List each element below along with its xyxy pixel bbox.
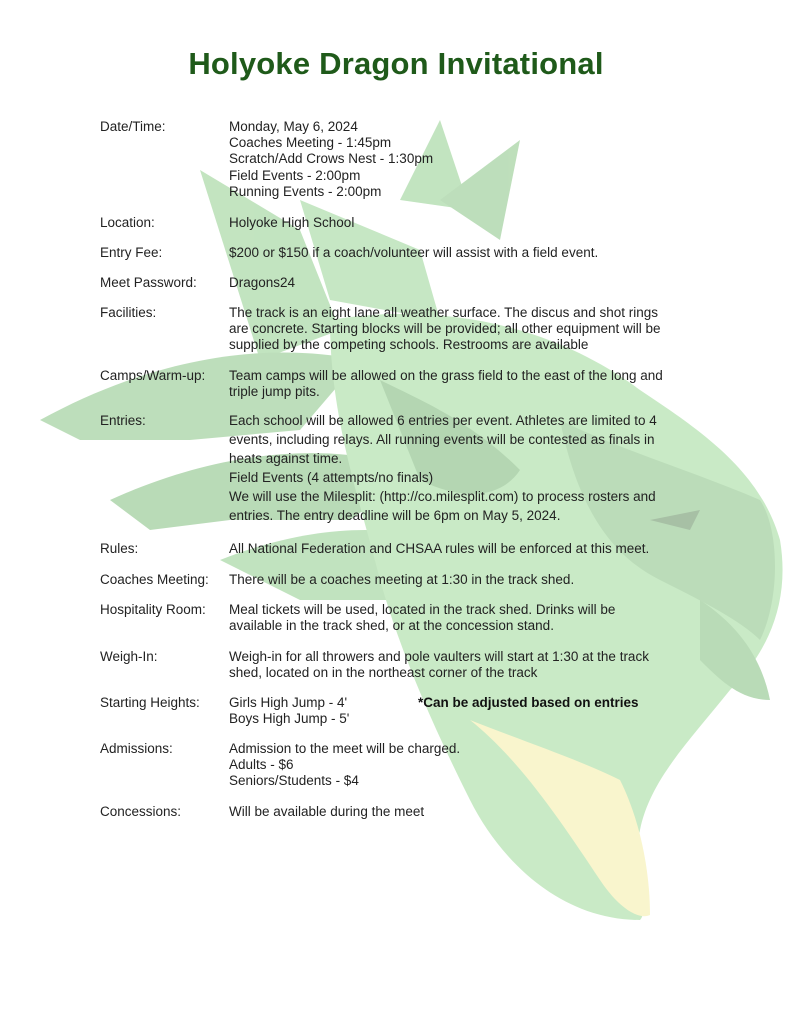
row-value-rules xyxy=(229,541,699,557)
row-label-camps-warm-up: Camps/Warm-up: xyxy=(100,368,206,383)
row-line: Field Events (4 attempts/no finals) xyxy=(229,470,434,485)
row-label-facilities: Facilities: xyxy=(100,305,157,320)
row-label-rules: Rules: xyxy=(100,541,139,556)
row-label-starting-heights: Starting Heights: xyxy=(100,695,200,710)
row-label-date-time: Date/Time: xyxy=(100,119,166,134)
row-line: Field Events - 2:00pm xyxy=(229,167,361,183)
row-value-hospitality-room xyxy=(229,602,699,634)
row-line: are concrete. Starting blocks will be provided; all other equipment will be xyxy=(229,321,661,337)
row-label-hospitality-room: Hospitality Room: xyxy=(100,602,206,617)
row-line: $200 or $150 if a coach/volunteer will assist with a field event. xyxy=(229,245,599,260)
row-line: Meal tickets will be used, located in the track shed. Drinks will be xyxy=(229,602,616,617)
starting-heights-note: *Can be adjusted based on entries xyxy=(418,695,639,710)
row-label-admissions: Admissions: xyxy=(100,741,173,756)
row-line: There will be a coaches meeting at 1:30 in the track shed. xyxy=(229,572,575,587)
row-label-concessions: Concessions: xyxy=(100,804,182,819)
row-line: Each school will be allowed 6 entries per event. Athletes are limited to 4 xyxy=(229,413,657,428)
row-line: Holyoke High School xyxy=(229,215,355,230)
row-value-admissions xyxy=(229,741,699,790)
row-value-entry-fee xyxy=(229,245,699,261)
row-value-date-time xyxy=(229,119,699,200)
page-title: Holyoke Dragon Invitational xyxy=(188,46,604,81)
row-value-camps-warm-up xyxy=(229,368,699,400)
row-label-entries: Entries: xyxy=(100,413,146,428)
row-line: available in the track shed, or at the concession stand. xyxy=(229,618,554,634)
row-label-entry-fee: Entry Fee: xyxy=(100,245,163,260)
row-line: Running Events - 2:00pm xyxy=(229,183,382,199)
row-line: Will be available during the meet xyxy=(229,804,425,819)
row-line: The track is an eight lane all weather surface. The discus and shot rings xyxy=(229,305,658,320)
row-line: events, including relays. All running events will be contested as finals in xyxy=(229,432,655,447)
row-value-concessions xyxy=(229,804,699,820)
row-line: supplied by the competing schools. Restrooms are available xyxy=(229,337,589,353)
row-value-coaches-meeting xyxy=(229,572,699,588)
row-label-meet-password: Meet Password: xyxy=(100,275,197,290)
row-line: Monday, May 6, 2024 xyxy=(229,119,358,134)
row-label-location: Location: xyxy=(100,215,155,230)
row-line: Boys High Jump - 5' xyxy=(229,711,350,727)
row-label-weigh-in: Weigh-In: xyxy=(100,649,158,664)
row-label-coaches-meeting: Coaches Meeting: xyxy=(100,572,209,587)
row-line: Admission to the meet will be charged. xyxy=(229,741,461,756)
row-line: Girls High Jump - 4' xyxy=(229,695,348,710)
row-line: Adults - $6 xyxy=(229,757,294,773)
row-line: Coaches Meeting - 1:45pm xyxy=(229,135,392,151)
row-line: All National Federation and CHSAA rules will be enforced at this meet. xyxy=(229,541,650,556)
row-line: Scratch/Add Crows Nest - 1:30pm xyxy=(229,151,434,167)
row-value-facilities xyxy=(229,305,699,354)
row-line: heats against time. xyxy=(229,451,343,466)
row-line: Weigh-in for all throwers and pole vaulters will start at 1:30 at the track xyxy=(229,649,649,664)
row-value-entries xyxy=(229,411,699,525)
row-value-location xyxy=(229,215,699,231)
row-line: We will use the Milesplit: (http://co.milesplit.com) to process rosters and xyxy=(229,489,656,504)
row-line: Seniors/Students - $4 xyxy=(229,773,359,789)
row-line: shed, located on in the northeast corner of the track xyxy=(229,665,538,681)
row-line: Team camps will be allowed on the grass field to the east of the long and xyxy=(229,368,663,383)
row-value-meet-password xyxy=(229,275,699,291)
row-line: triple jump pits. xyxy=(229,384,320,400)
row-value-weigh-in xyxy=(229,649,699,681)
row-line: Dragons24 xyxy=(229,275,296,290)
row-line: entries. The entry deadline will be 6pm on May 5, 2024. xyxy=(229,508,561,523)
